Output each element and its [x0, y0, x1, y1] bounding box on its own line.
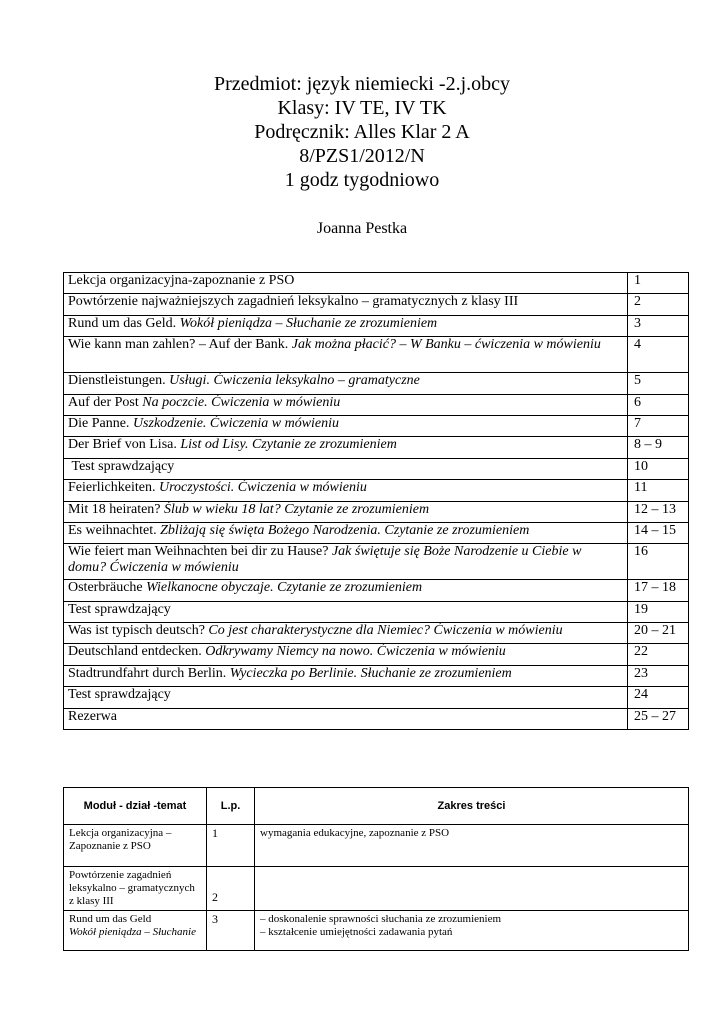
- lesson-topic: Wie feiert man Weihnachten bei dir zu Hause?: [68, 544, 332, 560]
- lesson-topic: Die Panne.: [68, 415, 133, 431]
- lesson-row: [64, 437, 689, 458]
- lesson-row: [64, 623, 689, 644]
- lesson-row: [64, 522, 689, 543]
- lp-column-header: L.p.: [207, 788, 255, 825]
- lesson-plan-table: [63, 272, 689, 730]
- lesson-topic: Deutschland entdecken.: [68, 644, 206, 660]
- lesson-number-cell: 8 – 9: [628, 437, 689, 458]
- lesson-topic-cell: [64, 437, 628, 458]
- lesson-topic: Wie kann man zahlen? – Auf der Bank.: [68, 337, 292, 353]
- lesson-number-cell: 25 – 27: [628, 708, 689, 729]
- lesson-row: [64, 687, 689, 708]
- lesson-row: [64, 501, 689, 522]
- textbook-line: Podręcznik: Alles Klar 2 A: [254, 121, 470, 143]
- lesson-topic: Auf der Post: [68, 394, 143, 410]
- lesson-number-cell: 23: [628, 665, 689, 686]
- lesson-topic: Dienstleistungen.: [68, 373, 170, 389]
- program-number-line: 8/PZS1/2012/N: [299, 145, 425, 167]
- lesson-number-cell: 24: [628, 687, 689, 708]
- lesson-topic: Powtórzenie najważniejszych zagadnień leksykalno – gramatycznych z klasy III: [68, 294, 519, 310]
- lesson-number-cell: 17 – 18: [628, 580, 689, 601]
- module-text: Powtórzenie zagadnień leksykalno – gramatycznych z klasy III: [69, 869, 195, 907]
- lesson-topic-cell: [64, 544, 628, 580]
- lp-cell: 2: [207, 867, 255, 911]
- lesson-row: [64, 415, 689, 436]
- lesson-row: [64, 315, 689, 336]
- lesson-topic: Rezerwa: [68, 708, 117, 724]
- lesson-topic-cell: [64, 501, 628, 522]
- lesson-topic-polish: Uroczystości. Ćwiczenia w mówieniu: [158, 480, 367, 496]
- lesson-number-cell: 11: [628, 480, 689, 501]
- lp-cell: 3: [207, 911, 255, 951]
- module-text-italic: Wokół pieniądza – Słuchanie: [69, 926, 196, 938]
- lesson-number-cell: 5: [628, 373, 689, 394]
- lesson-number-cell: 10: [628, 458, 689, 479]
- lesson-number-cell: 3: [628, 315, 689, 336]
- lesson-topic-polish: Na poczcie. Ćwiczenia w mówieniu: [142, 394, 341, 410]
- document-header: [0, 72, 724, 192]
- content-cell: [255, 867, 689, 911]
- lesson-topic-cell: [64, 687, 628, 708]
- lesson-topic-cell: [64, 415, 628, 436]
- lesson-topic: Feierlichkeiten.: [68, 480, 159, 496]
- lesson-topic-polish: Wokół pieniądza – Słuchanie ze zrozumieniem: [179, 315, 438, 331]
- module-table: [63, 787, 689, 951]
- lesson-topic-cell: [64, 458, 628, 479]
- lesson-number-cell: 20 – 21: [628, 623, 689, 644]
- lesson-topic: Mit 18 heiraten?: [68, 501, 165, 517]
- lesson-topic-polish: Jak można płacić? – W Banku – ćwiczenia w mówieniu: [291, 337, 601, 353]
- lesson-topic-polish: Zbliżają się święta Bożego Narodzenia. Czytanie ze zrozumieniem: [160, 522, 530, 538]
- lesson-topic-polish: Wycieczka po Berlinie. Słuchanie ze zrozumieniem: [229, 665, 512, 681]
- subject-line: Przedmiot: język niemiecki -2.j.obcy: [213, 73, 511, 95]
- module-cell: [64, 911, 207, 951]
- lesson-topic-polish: Wielkanocne obyczaje. Czytanie ze zrozumieniem: [146, 580, 423, 596]
- module-table-header-row: [64, 788, 689, 825]
- content-cell: wymagania edukacyjne, zapoznanie z PSO: [255, 825, 689, 867]
- lesson-row: [64, 580, 689, 601]
- lesson-row: [64, 665, 689, 686]
- lesson-topic-polish: Uszkodzenie. Ćwiczenia w mówieniu: [132, 415, 340, 431]
- lesson-number-cell: 2: [628, 294, 689, 315]
- lesson-row: [64, 708, 689, 729]
- lesson-row: [64, 544, 689, 580]
- lesson-topic-cell: [64, 273, 628, 294]
- lesson-row: [64, 480, 689, 501]
- module-row: [64, 911, 689, 951]
- lesson-topic-polish: Co jest charakterystyczne dla Niemiec? Ćwiczenia w mówieniu: [208, 623, 563, 639]
- module-cell: [64, 867, 207, 911]
- lesson-number-cell: 19: [628, 601, 689, 622]
- lp-cell: 1: [207, 825, 255, 867]
- lesson-topic-cell: [64, 665, 628, 686]
- module-column-header: Moduł - dział -temat: [64, 788, 207, 825]
- lesson-number-cell: 7: [628, 415, 689, 436]
- lesson-topic: Es weihnachtet.: [68, 522, 161, 538]
- module-row: [64, 867, 689, 911]
- content-cell: – doskonalenie sprawności słuchania ze zrozumieniem – kształcenie umiejętności zadawania pytań: [255, 911, 689, 951]
- lesson-topic: Rund um das Geld.: [68, 315, 180, 331]
- lesson-topic: Stadtrundfahrt durch Berlin.: [68, 665, 230, 681]
- lesson-topic-cell: [64, 373, 628, 394]
- lesson-topic: Test sprawdzający: [68, 687, 171, 703]
- lesson-number-cell: 16: [628, 544, 689, 580]
- lesson-topic-cell: [64, 294, 628, 315]
- lesson-number-cell: 6: [628, 394, 689, 415]
- lesson-row: [64, 394, 689, 415]
- lesson-topic-cell: [64, 644, 628, 665]
- lesson-number-cell: 12 – 13: [628, 501, 689, 522]
- lesson-topic: Was ist typisch deutsch?: [68, 623, 209, 639]
- lesson-topic-cell: [64, 522, 628, 543]
- content-column-header: Zakres treści: [255, 788, 689, 825]
- lesson-topic: Lekcja organizacyjna-zapoznanie z PSO: [68, 273, 295, 288]
- hours-line: 1 godz tygodniowo: [284, 169, 440, 191]
- lesson-topic-cell: [64, 315, 628, 336]
- lesson-topic-cell: [64, 337, 628, 373]
- module-row: [64, 825, 689, 867]
- lesson-topic-cell: [64, 580, 628, 601]
- module-cell: [64, 825, 207, 867]
- lesson-topic-polish: List od Lisy. Czytanie ze zrozumieniem: [180, 437, 397, 453]
- lesson-topic: Test sprawdzający: [68, 601, 171, 617]
- lesson-row: [64, 601, 689, 622]
- lesson-row: [64, 337, 689, 373]
- lesson-row: [64, 373, 689, 394]
- lesson-topic: Osterbräuche: [68, 580, 147, 596]
- lesson-row: [64, 294, 689, 315]
- lesson-row: [64, 644, 689, 665]
- lesson-row: [64, 458, 689, 479]
- lesson-topic-cell: [64, 708, 628, 729]
- lesson-topic-cell: [64, 394, 628, 415]
- lesson-topic: Der Brief von Lisa.: [68, 437, 181, 453]
- lesson-number-cell: 1: [628, 273, 689, 294]
- module-text: Rund um das Geld: [69, 913, 152, 925]
- classes-line: Klasy: IV TE, IV TK: [277, 97, 447, 119]
- lesson-topic: Test sprawdzający: [68, 458, 175, 474]
- lesson-topic-polish: Jak świętuje się Boże Narodzenie u Ciebie w domu? Ćwiczenia w mówieniu: [68, 544, 582, 576]
- lesson-row: [64, 273, 689, 294]
- lesson-number-cell: 4: [628, 337, 689, 373]
- lesson-number-cell: 22: [628, 644, 689, 665]
- lesson-topic-polish: Odkrywamy Niemcy na nowo. Ćwiczenia w mówieniu: [205, 644, 506, 660]
- author-name: Joanna Pestka: [316, 220, 408, 237]
- lesson-topic-polish: Ślub w wieku 18 lat? Czytanie ze zrozumieniem: [164, 501, 430, 517]
- lesson-topic-cell: [64, 623, 628, 644]
- lesson-topic-cell: [64, 601, 628, 622]
- lesson-topic-polish: Usługi. Ćwiczenia leksykalno – gramatyczne: [169, 373, 420, 389]
- lesson-number-cell: 14 – 15: [628, 522, 689, 543]
- module-text: Lekcja organizacyjna – Zapoznanie z PSO: [69, 827, 172, 852]
- lesson-topic-cell: [64, 480, 628, 501]
